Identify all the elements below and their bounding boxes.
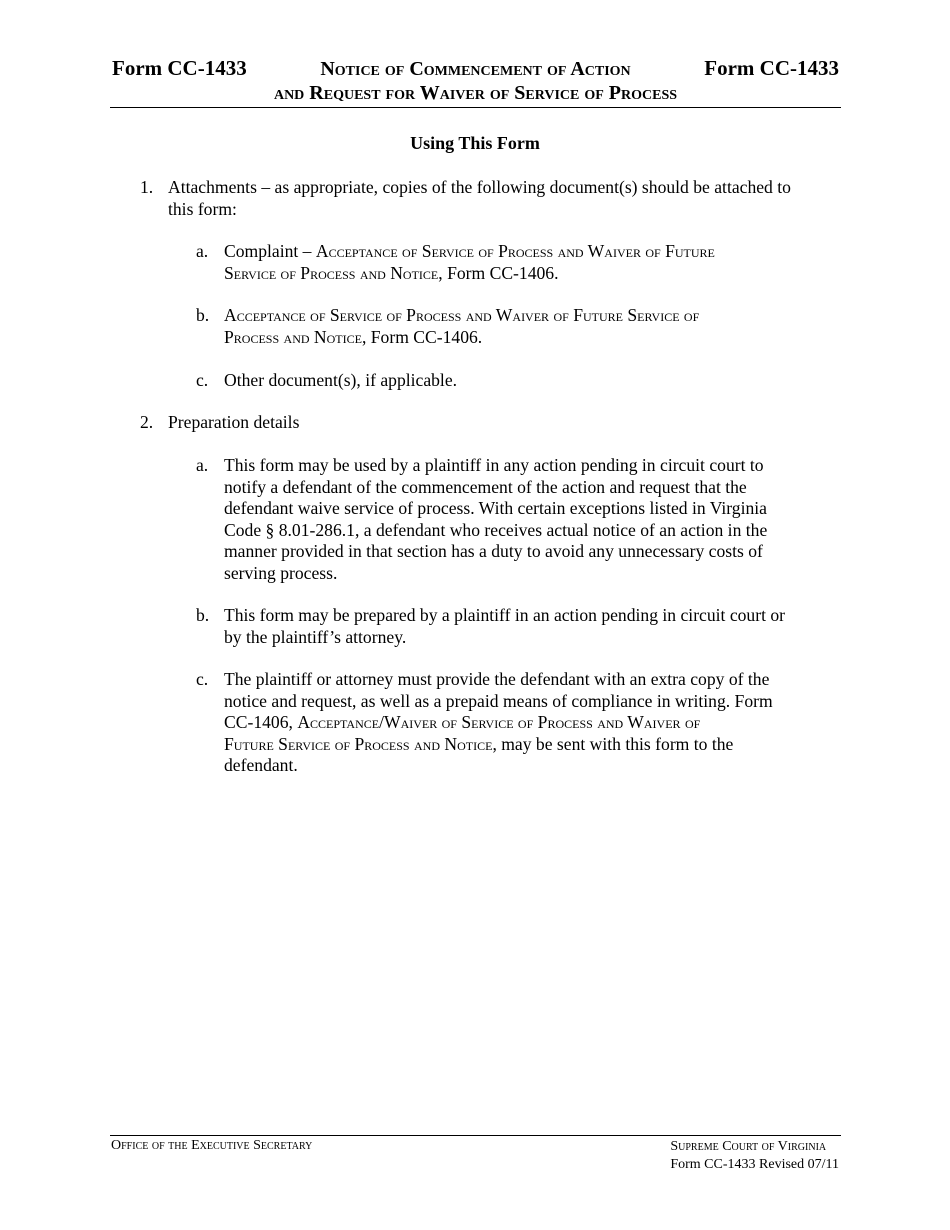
sub-item-label: c. <box>196 370 209 390</box>
sub-item-prefix: Complaint – <box>224 241 316 261</box>
sub-item-suffix: , may be sent with this form to the <box>492 733 734 754</box>
header-rule <box>110 107 841 108</box>
sub-item-smallcaps: Service of Process and Notice <box>224 262 439 283</box>
sub-item-line: This form may be prepared by a plaintiff in an action pending in circuit court or <box>224 605 786 625</box>
sub-item-line: defendant. <box>224 755 298 775</box>
sub-item-line <box>224 734 733 756</box>
sub-item-line: Other document(s), if applicable. <box>224 370 458 390</box>
title-line-2: and Request for Waiver of Service of Process <box>273 82 678 104</box>
item-number: 1. <box>140 177 154 197</box>
section-title: Using This Form <box>410 133 540 153</box>
sub-item-smallcaps: Future Service of Process and Notice <box>224 733 493 754</box>
sub-item-label: a. <box>196 455 209 475</box>
sub-item-suffix: , Form CC-1406. <box>361 326 483 347</box>
sub-item-line: notice and request, as well as a prepaid means of compliance in writing. Form <box>224 690 773 711</box>
footer-court-info <box>670 1138 839 1174</box>
form-number-left: Form CC-1433 <box>112 56 247 80</box>
sub-item-label: c. <box>196 669 209 689</box>
sub-item-label: a. <box>196 241 209 261</box>
item-number: 2. <box>140 412 154 432</box>
sub-item-smallcaps: Acceptance of Service of Process and Waiver of Future Service of <box>224 305 700 325</box>
form-number-right: Form CC-1433 <box>704 56 839 80</box>
sub-item-line: defendant waive service of process. With certain exceptions listed in Virginia <box>224 498 767 518</box>
sub-item-line <box>224 712 700 734</box>
footer-court: Supreme Court of Virginia <box>670 1139 827 1154</box>
sub-item-line <box>224 305 699 327</box>
sub-item-label: b. <box>196 305 210 325</box>
sub-item-smallcaps: Acceptance of Service of Process and Waiver of Future <box>315 241 715 261</box>
footer-form-revision: Form CC-1433 Revised 07/11 <box>670 1157 839 1172</box>
footer-office: Office of the Executive Secretary <box>111 1138 313 1153</box>
footer-rule <box>110 1135 841 1136</box>
item-text-line: Preparation details <box>168 412 300 432</box>
sub-item-line: manner provided in that section has a duty to avoid any unnecessary costs of <box>224 541 763 561</box>
sub-item-line: This form may be used by a plaintiff in any action pending in circuit court to <box>224 455 764 475</box>
sub-item-line <box>224 241 715 263</box>
sub-item-line <box>224 263 559 285</box>
sub-item-smallcaps: Acceptance/Waiver of Service of Process and Waiver of <box>297 712 701 732</box>
sub-item-line: notify a defendant of the commencement of the action and request that the <box>224 476 747 497</box>
sub-item-label: b. <box>196 605 210 625</box>
item-text-line: this form: <box>168 198 237 219</box>
sub-item-line: The plaintiff or attorney must provide the defendant with an extra copy of the <box>224 669 770 689</box>
sub-item-smallcaps: Process and Notice <box>224 326 362 347</box>
title-line-1: Notice of Commencement of Action <box>320 58 631 80</box>
sub-item-line: serving process. <box>224 562 338 583</box>
item-text-line: Attachments – as appropriate, copies of the following document(s) should be attached to <box>168 177 791 197</box>
sub-item-line: by the plaintiff’s attorney. <box>224 626 407 647</box>
header-title <box>111 0 840 110</box>
sub-item-line: Code § 8.01-286.1, a defendant who receives actual notice of an action in the <box>224 519 768 540</box>
sub-item-suffix: , Form CC-1406. <box>438 262 559 283</box>
sub-item-line <box>224 327 482 349</box>
sub-item-prefix: CC-1406, <box>224 712 298 732</box>
